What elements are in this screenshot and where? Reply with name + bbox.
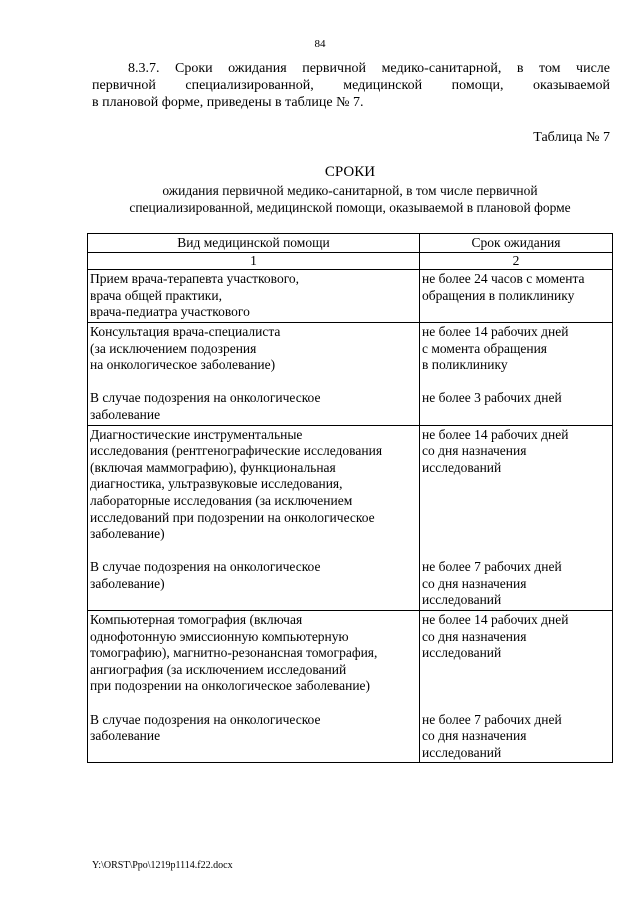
cell-text-line: Диагностические инструментальные <box>90 426 303 442</box>
intro-paragraph <box>92 60 610 111</box>
cell-text-line: диагностика, ультразвуковые исследования, <box>90 476 343 492</box>
care-type-cell <box>88 322 420 425</box>
page-number: 84 <box>314 38 326 50</box>
file-path-footer: Y:\ORST\Ppo\1219p1114.f22.docx <box>92 860 233 871</box>
table-header-row <box>88 234 613 253</box>
column-number: 2 <box>420 252 613 270</box>
cell-text-line: не более 14 рабочих дней <box>422 612 569 628</box>
cell-text-line: исследований при подозрении на онкологическое <box>90 509 375 525</box>
waiting-time-cell <box>420 425 613 611</box>
waiting-time-cell <box>420 322 613 425</box>
cell-text-line: (за исключением подозрения <box>90 340 257 356</box>
cell-text-line: исследований <box>422 645 502 661</box>
cell-text-line: Компьютерная томография (включая <box>90 612 303 628</box>
waiting-time-cell <box>420 270 613 323</box>
care-type-cell <box>88 270 420 323</box>
cell-text-line: В случае подозрения на онкологическое <box>90 390 321 406</box>
cell-text-line: томографию), магнитно-резонансная томография, <box>90 645 378 661</box>
cell-text-line: В случае подозрения на онкологическое <box>90 711 321 727</box>
cell-text-line: исследований <box>422 592 502 608</box>
care-type-cell <box>88 611 420 763</box>
intro-line: в плановой форме, приведены в таблице № 7. <box>92 95 364 110</box>
cell-text-line: врача общей практики, <box>90 287 222 303</box>
cell-text-line: заболевание <box>90 728 161 744</box>
cell-text-line: не более 14 рабочих дней <box>422 323 569 339</box>
cell-text-line: врача-педиатра участкового <box>90 304 250 320</box>
header-care-type: Вид медицинской помощи <box>88 234 420 253</box>
cell-text-line: заболевание) <box>90 575 165 591</box>
table-row <box>88 322 613 425</box>
cell-text-line: В случае подозрения на онкологическое <box>90 559 321 575</box>
intro-line: первичной специализированной, медицинской помощи, оказываемой <box>92 78 610 93</box>
waiting-time-cell <box>420 611 613 763</box>
cell-text-line: со дня назначения <box>422 443 527 459</box>
column-number: 1 <box>88 252 420 270</box>
cell-text-line: со дня назначения <box>422 728 527 744</box>
cell-text-line: не более 24 часов с момента <box>422 271 585 287</box>
cell-text-line: на онкологическое заболевание) <box>90 357 276 373</box>
cell-text-line: исследования (рентгенографические исследования <box>90 443 383 459</box>
cell-text-line: не более 7 рабочих дней <box>422 559 562 575</box>
care-type-cell <box>88 425 420 611</box>
table-row <box>88 270 613 323</box>
cell-text-line: исследований <box>422 459 502 475</box>
table-title: СРОКИ <box>324 164 376 180</box>
cell-text-line: при подозрении на онкологическое заболевание) <box>90 678 371 694</box>
table-subtitle: ожидания первичной медико-санитарной, в том числе первичной специализированной, медицинской помощи, оказываемой в плановой форме <box>129 183 571 215</box>
cell-text-line: исследований <box>422 744 502 760</box>
cell-text-line: обращения в поликлинику <box>422 287 575 303</box>
table-row <box>88 425 613 611</box>
header-waiting-time: Срок ожидания <box>420 234 613 253</box>
intro-line: 8.3.7. Сроки ожидания первичной медико-санитарной, в том числе <box>128 61 610 76</box>
waiting-times-table <box>87 233 613 763</box>
table-column-number-row <box>88 252 613 270</box>
cell-text-line: лабораторные исследования (за исключением <box>90 492 353 508</box>
cell-text-line: со дня назначения <box>422 628 527 644</box>
cell-text-line: заболевание <box>90 406 161 422</box>
cell-text-line: (включая маммографию), функциональная <box>90 459 336 475</box>
cell-text-line: с момента обращения <box>422 340 548 356</box>
cell-text-line: не более 7 рабочих дней <box>422 711 562 727</box>
cell-text-line: заболевание) <box>90 526 165 542</box>
cell-text-line: со дня назначения <box>422 575 527 591</box>
table-label: Таблица № 7 <box>533 130 610 145</box>
cell-text-line: в поликлинику <box>422 357 508 373</box>
cell-text-line: однофотонную эмиссионную компьютерную <box>90 628 349 644</box>
cell-text-line: Консультация врача-специалиста <box>90 323 281 339</box>
cell-text-line: ангиография (за исключением исследований <box>90 661 347 677</box>
cell-text-line: не более 3 рабочих дней <box>422 390 562 406</box>
table-row <box>88 611 613 763</box>
cell-text-line: Прием врача-терапевта участкового, <box>90 271 300 287</box>
cell-text-line: не более 14 рабочих дней <box>422 426 569 442</box>
